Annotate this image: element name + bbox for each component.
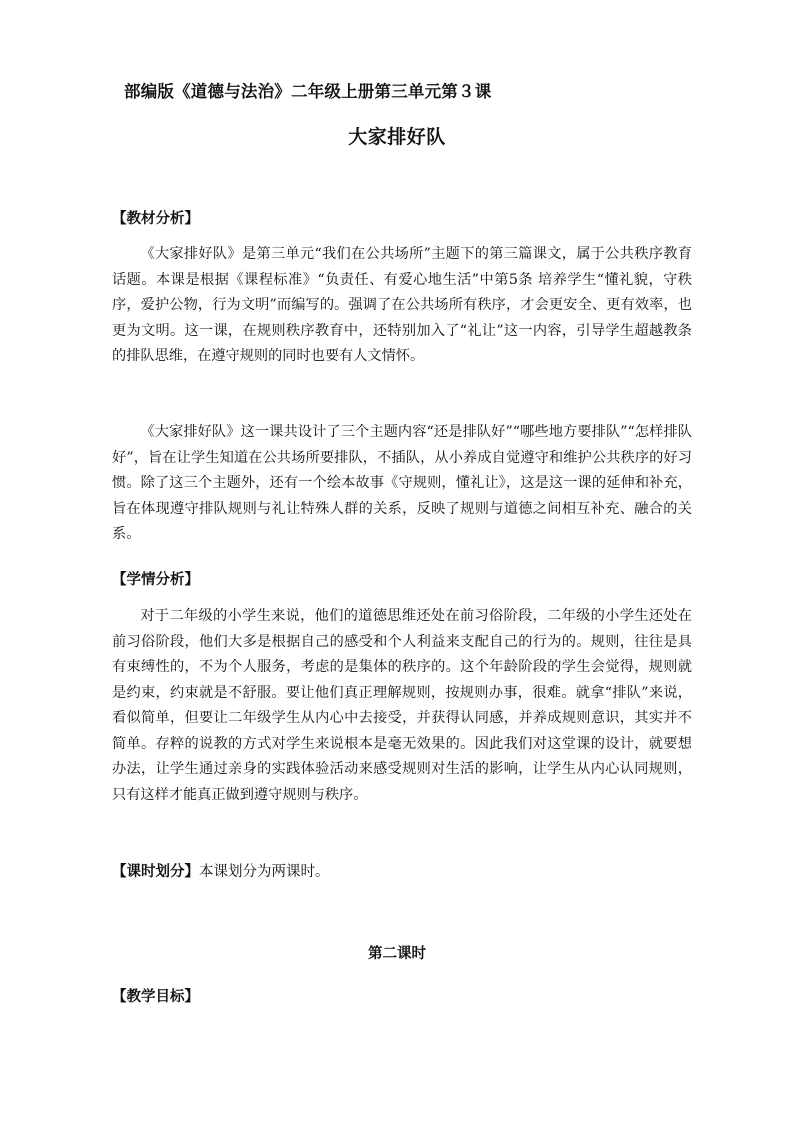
textbook-analysis-body (112, 242, 692, 370)
section-teaching-goals (112, 985, 692, 1006)
lesson-title: 大家排好队 (348, 126, 446, 148)
paragraph: 《大家排好队》是第三单元“我们在公共场所”主题下的第三篇课文，属于公共秩序教育话题。本课是根据《课程标准》“负责任、有爱心地生活”中第5条 培养学生“懂礼貌，守秩序，爱护公物，行为文明”而编写的。强调了在公共场所有秩序，才会更安全、更有效率，也更为文明。这一课，在规则秩序教育中，还特别加入了“礼让”这一内容，引导学生超越教条的排队思维，在遵守规则的同时也要有人文情怀。 (112, 246, 692, 364)
class-division-note (112, 860, 692, 881)
section-student-analysis (112, 568, 692, 589)
textbook-analysis-body-2 (112, 420, 692, 548)
class-division-label: 【课时划分】 (112, 864, 199, 880)
paragraph: 《大家排好队》这一课共设计了三个主题内容“还是排队好”“哪些地方要排队”“怎样排队好”，旨在让学生知道在公共场所要排队，不插队，从小养成自觉遵守和维护公共秩序的好习惯。除了这三个主题外，还有一个绘本故事《守规则，懂礼让》，这是这一课的延伸和补充，旨在体现遵守排队规则与礼让特殊人群的关系，反映了规则与道德之间相互补充、融合的关系。 (112, 424, 692, 542)
paragraph: 对于二年级的小学生来说，他们的道德思维还处在前习俗阶段，二年级的小学生还处在前习俗阶段，他们大多是根据自己的感受和个人利益来支配自己的行为的。规则，往往是具有束缚性的，不为个人服务，考虑的是集体的秩序的。这个年龄阶段的学生会觉得，规则就是约束，约束就是不舒服。要让他们真正理解规则，按规则办事，很难。就拿“排队”来说，看似简单，但要让二年级学生从内心中去接受，并获得认同感，并养成规则意识，其实并不简单。存粹的说教的方式对学生来说根本是毫无效果的。因此我们对这堂课的设计，就要想办法，让学生通过亲身的实践体验活动来感受规则对生活的影响，让学生从内心认同规则，只有这样才能真正做到遵守规则与秩序。 (112, 608, 692, 803)
section-heading-textbook-analysis: 【教材分析】 (112, 211, 199, 227)
class-division-text: 本课划分为两课时。 (199, 864, 330, 880)
course-header: 部编版《道德与法治》二年级上册第三单元第３课 (124, 82, 492, 101)
section-class-division (112, 860, 692, 881)
section-heading-teaching-goals: 【教学目标】 (112, 989, 199, 1005)
section-textbook-analysis (112, 207, 692, 228)
second-period-heading: 第二课时 (368, 946, 426, 962)
section-heading-student-analysis: 【学情分析】 (112, 572, 199, 588)
student-analysis-body (112, 604, 692, 808)
